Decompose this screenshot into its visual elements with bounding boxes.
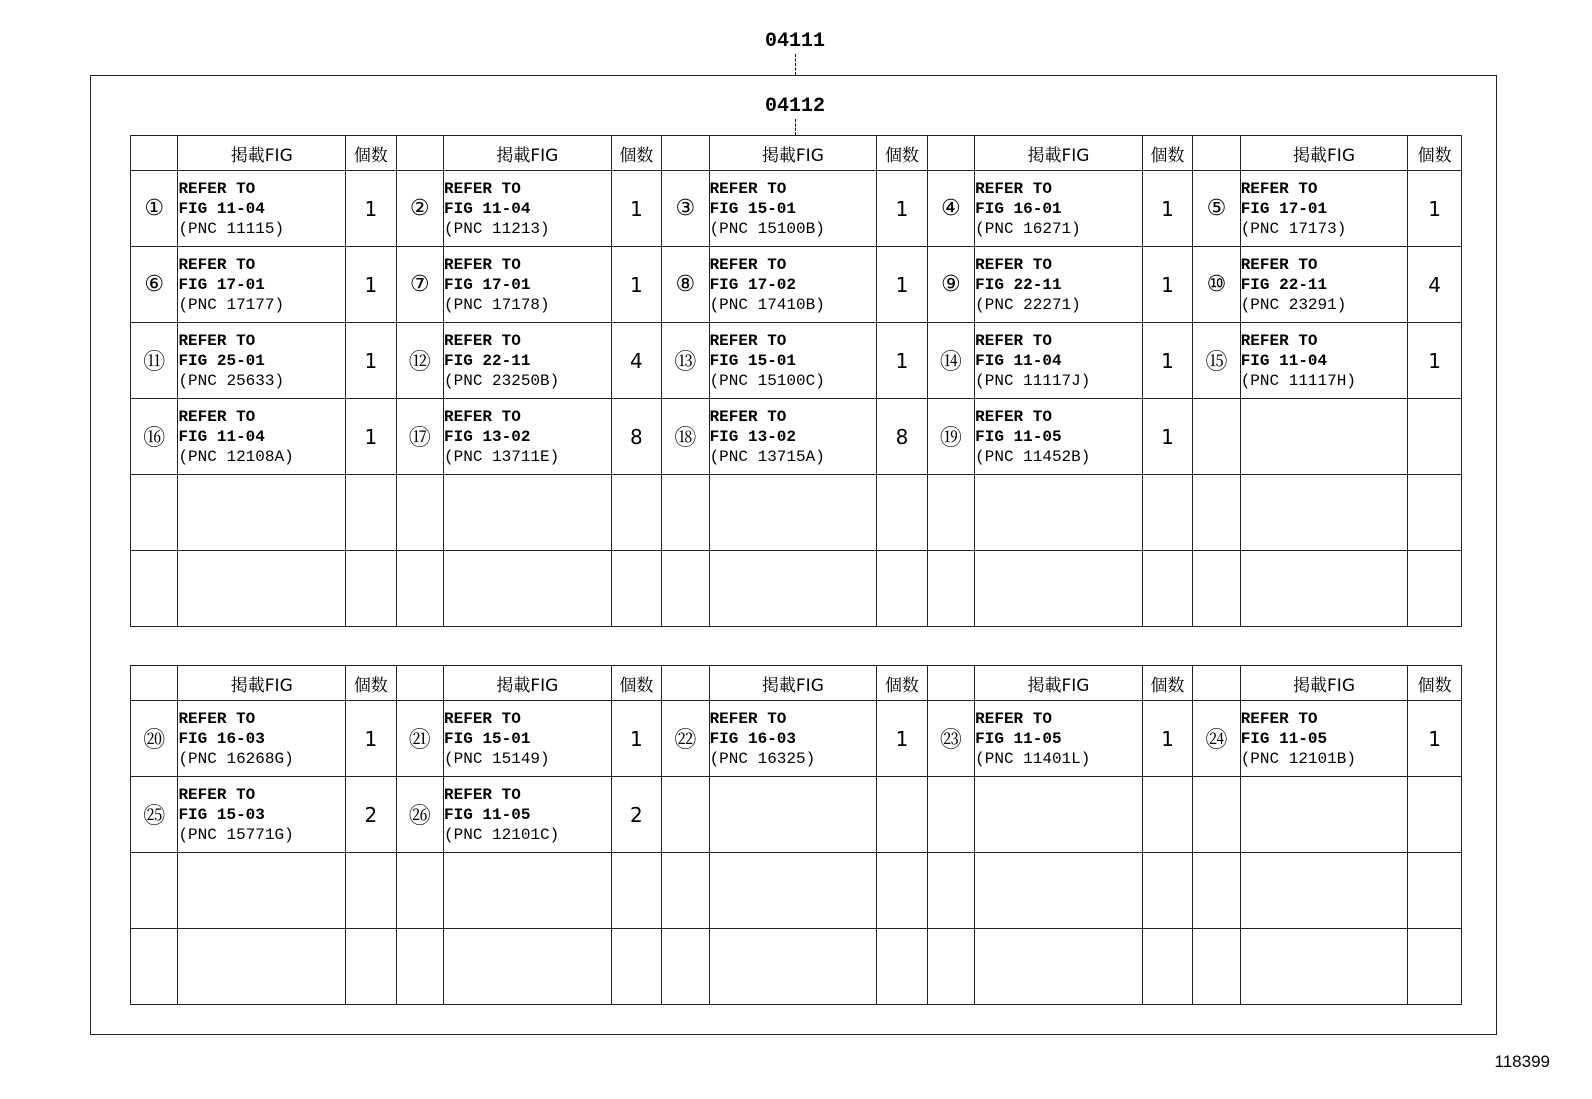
header-fig: 掲載FIG <box>709 666 877 701</box>
quantity <box>346 929 396 1005</box>
header-qty: 個数 <box>346 666 396 701</box>
fig-number: FIG 17-01 <box>1240 199 1328 218</box>
fig-reference <box>709 247 877 323</box>
fig-reference <box>975 929 1143 1005</box>
fig-reference <box>975 853 1143 929</box>
table-row <box>131 399 1462 475</box>
refer-to-text: REFER TO <box>975 331 1052 350</box>
fig-reference <box>1240 247 1408 323</box>
pnc-code: (PNC 11452B) <box>975 447 1091 466</box>
header-blank <box>1193 666 1240 701</box>
pnc-code: (PNC 13715A) <box>709 447 825 466</box>
fig-reference <box>709 853 877 929</box>
header-fig: 掲載FIG <box>178 666 346 701</box>
quantity: 1 <box>611 171 661 247</box>
refer-to-text: REFER TO <box>444 255 521 274</box>
refer-to-text: REFER TO <box>178 331 256 350</box>
item-number <box>927 475 974 551</box>
fig-number: FIG 22-11 <box>444 351 531 370</box>
fig-number: FIG 11-04 <box>444 199 531 218</box>
fig-reference <box>1240 399 1408 475</box>
quantity <box>877 475 927 551</box>
item-number: ① <box>131 171 178 247</box>
quantity: 1 <box>346 701 396 777</box>
fig-number: FIG 17-01 <box>178 275 265 294</box>
quantity: 4 <box>1408 247 1462 323</box>
quantity <box>1142 551 1192 627</box>
refer-to-text: REFER TO <box>1240 179 1318 198</box>
item-number: ⑩ <box>1193 247 1240 323</box>
quantity <box>1408 777 1462 853</box>
fig-reference <box>178 777 346 853</box>
header-blank <box>662 666 709 701</box>
item-number: ⑭ <box>927 323 974 399</box>
pnc-code: (PNC 17410B) <box>709 295 825 314</box>
pnc-code: (PNC 23250B) <box>444 371 560 390</box>
pnc-code: (PNC 16268G) <box>178 749 294 768</box>
fig-reference <box>444 475 612 551</box>
item-number <box>927 853 974 929</box>
item-number <box>396 853 443 929</box>
assembly-label-04111: 04111 <box>764 30 825 53</box>
pnc-code: (PNC 17178) <box>444 295 550 314</box>
table-header-row <box>131 136 1462 171</box>
fig-reference <box>709 323 877 399</box>
header-qty: 個数 <box>611 136 661 171</box>
pnc-code: (PNC 11117J) <box>975 371 1091 390</box>
item-number <box>927 551 974 627</box>
quantity: 1 <box>1142 323 1192 399</box>
leader-line-sub <box>795 119 796 135</box>
fig-reference <box>178 399 346 475</box>
fig-number: FIG 16-01 <box>975 199 1062 218</box>
quantity: 2 <box>346 777 396 853</box>
quantity <box>611 551 661 627</box>
fig-number: FIG 11-04 <box>975 351 1062 370</box>
fig-reference <box>975 171 1143 247</box>
item-number <box>662 475 709 551</box>
item-number: ㉓ <box>927 701 974 777</box>
item-number: ㉑ <box>396 701 443 777</box>
quantity: 1 <box>1408 323 1462 399</box>
header-qty: 個数 <box>1408 136 1462 171</box>
parts-table-1 <box>130 135 1462 627</box>
header-blank <box>131 666 178 701</box>
quantity <box>877 853 927 929</box>
refer-to-text: REFER TO <box>709 255 787 274</box>
quantity <box>1408 929 1462 1005</box>
quantity: 1 <box>877 171 927 247</box>
fig-reference <box>444 929 612 1005</box>
fig-reference <box>709 701 877 777</box>
table-row <box>131 853 1462 929</box>
header-fig: 掲載FIG <box>444 136 612 171</box>
item-number <box>662 929 709 1005</box>
table-row <box>131 551 1462 627</box>
pnc-code: (PNC 11401L) <box>975 749 1091 768</box>
fig-reference <box>178 475 346 551</box>
fig-number: FIG 11-04 <box>178 427 265 446</box>
header-blank <box>396 666 443 701</box>
quantity: 1 <box>1408 171 1462 247</box>
header-qty: 個数 <box>1142 666 1192 701</box>
header-fig: 掲載FIG <box>178 136 346 171</box>
quantity <box>877 777 927 853</box>
assembly-label-04112: 04112 <box>764 95 825 118</box>
pnc-code: (PNC 11117H) <box>1240 371 1356 390</box>
pnc-code: (PNC 15149) <box>444 749 550 768</box>
header-fig: 掲載FIG <box>1240 136 1408 171</box>
quantity <box>611 929 661 1005</box>
fig-reference <box>178 929 346 1005</box>
refer-to-text: REFER TO <box>709 331 787 350</box>
item-number: ⑰ <box>396 399 443 475</box>
pnc-code: (PNC 16271) <box>975 219 1081 238</box>
item-number <box>662 777 709 853</box>
quantity: 1 <box>611 247 661 323</box>
fig-reference <box>444 777 612 853</box>
header-qty: 個数 <box>1142 136 1192 171</box>
fig-reference <box>1240 777 1408 853</box>
fig-reference <box>709 171 877 247</box>
item-number: ⑫ <box>396 323 443 399</box>
pnc-code: (PNC 11115) <box>178 219 285 238</box>
quantity: 1 <box>877 701 927 777</box>
pnc-code: (PNC 12101C) <box>444 825 560 844</box>
fig-reference <box>444 853 612 929</box>
header-fig: 掲載FIG <box>1240 666 1408 701</box>
quantity <box>611 475 661 551</box>
quantity: 1 <box>611 701 661 777</box>
header-blank <box>927 136 974 171</box>
quantity <box>1142 777 1192 853</box>
parts-table-2 <box>130 665 1462 1005</box>
quantity: 1 <box>1142 701 1192 777</box>
header-qty: 個数 <box>1408 666 1462 701</box>
item-number: ㉖ <box>396 777 443 853</box>
item-number: ⑨ <box>927 247 974 323</box>
fig-reference <box>178 323 346 399</box>
fig-number: FIG 11-05 <box>975 427 1062 446</box>
fig-reference <box>444 551 612 627</box>
fig-number: FIG 22-11 <box>975 275 1062 294</box>
quantity: 1 <box>346 171 396 247</box>
fig-reference <box>178 701 346 777</box>
fig-reference <box>444 399 612 475</box>
fig-number: FIG 17-01 <box>444 275 531 294</box>
quantity: 1 <box>1142 399 1192 475</box>
header-qty: 個数 <box>611 666 661 701</box>
table-header-row <box>131 666 1462 701</box>
fig-number: FIG 16-03 <box>178 729 265 748</box>
refer-to-text: REFER TO <box>444 785 521 804</box>
quantity: 1 <box>877 247 927 323</box>
fig-reference <box>975 701 1143 777</box>
refer-to-text: REFER TO <box>975 407 1052 426</box>
table-row <box>131 475 1462 551</box>
item-number: ⑤ <box>1193 171 1240 247</box>
fig-number: FIG 15-01 <box>709 199 796 218</box>
table-row <box>131 929 1462 1005</box>
item-number <box>1193 853 1240 929</box>
fig-number: FIG 13-02 <box>444 427 531 446</box>
refer-to-text: REFER TO <box>1240 709 1318 728</box>
refer-to-text: REFER TO <box>178 407 256 426</box>
header-blank <box>662 136 709 171</box>
fig-reference <box>709 551 877 627</box>
item-number <box>927 929 974 1005</box>
fig-reference <box>975 551 1143 627</box>
header-qty: 個数 <box>877 666 927 701</box>
item-number: ⑦ <box>396 247 443 323</box>
quantity: 1 <box>1142 171 1192 247</box>
fig-reference <box>1240 853 1408 929</box>
quantity <box>1142 475 1192 551</box>
item-number <box>1193 777 1240 853</box>
fig-reference <box>709 475 877 551</box>
quantity: 8 <box>611 399 661 475</box>
header-qty: 個数 <box>877 136 927 171</box>
refer-to-text: REFER TO <box>178 785 256 804</box>
item-number: ⑥ <box>131 247 178 323</box>
fig-reference <box>178 171 346 247</box>
item-number <box>396 551 443 627</box>
quantity: 1 <box>1408 701 1462 777</box>
item-number: ㉔ <box>1193 701 1240 777</box>
fig-number: FIG 25-01 <box>178 351 265 370</box>
quantity: 4 <box>611 323 661 399</box>
fig-number: FIG 11-05 <box>1240 729 1328 748</box>
item-number: ⑲ <box>927 399 974 475</box>
quantity: 1 <box>346 399 396 475</box>
item-number <box>1193 475 1240 551</box>
quantity <box>877 929 927 1005</box>
item-number: ④ <box>927 171 974 247</box>
header-qty: 個数 <box>346 136 396 171</box>
pnc-code: (PNC 12101B) <box>1240 749 1356 768</box>
pnc-code: (PNC 23291) <box>1240 295 1347 314</box>
quantity: 1 <box>1142 247 1192 323</box>
fig-reference <box>1240 475 1408 551</box>
fig-reference <box>709 929 877 1005</box>
fig-reference <box>178 247 346 323</box>
header-blank <box>396 136 443 171</box>
header-blank <box>131 136 178 171</box>
pnc-code: (PNC 16325) <box>709 749 816 768</box>
refer-to-text: REFER TO <box>444 179 521 198</box>
table-row <box>131 323 1462 399</box>
fig-reference <box>444 171 612 247</box>
refer-to-text: REFER TO <box>975 255 1052 274</box>
quantity <box>1408 475 1462 551</box>
pnc-code: (PNC 12108A) <box>178 447 294 466</box>
fig-reference <box>1240 171 1408 247</box>
fig-number: FIG 11-04 <box>1240 351 1328 370</box>
header-fig: 掲載FIG <box>709 136 877 171</box>
fig-reference <box>975 777 1143 853</box>
refer-to-text: REFER TO <box>178 709 256 728</box>
item-number: ⑳ <box>131 701 178 777</box>
pnc-code: (PNC 15100C) <box>709 371 825 390</box>
pnc-code: (PNC 17173) <box>1240 219 1347 238</box>
item-number: ③ <box>662 171 709 247</box>
fig-reference <box>178 551 346 627</box>
refer-to-text: REFER TO <box>975 709 1052 728</box>
pnc-code: (PNC 15100B) <box>709 219 825 238</box>
header-blank <box>927 666 974 701</box>
pnc-code: (PNC 13711E) <box>444 447 560 466</box>
item-number: ⑬ <box>662 323 709 399</box>
figure-id: 118399 <box>1494 1052 1550 1071</box>
fig-reference <box>975 323 1143 399</box>
fig-number: FIG 16-03 <box>709 729 796 748</box>
table-row <box>131 777 1462 853</box>
item-number <box>662 551 709 627</box>
refer-to-text: REFER TO <box>1240 255 1318 274</box>
item-number: ㉕ <box>131 777 178 853</box>
quantity <box>877 551 927 627</box>
fig-reference <box>1240 551 1408 627</box>
quantity: 8 <box>877 399 927 475</box>
header-blank <box>1193 136 1240 171</box>
table-row <box>131 247 1462 323</box>
header-fig: 掲載FIG <box>975 666 1143 701</box>
item-number <box>927 777 974 853</box>
quantity <box>346 551 396 627</box>
fig-number: FIG 11-05 <box>975 729 1062 748</box>
fig-number: FIG 11-04 <box>178 199 265 218</box>
item-number <box>1193 929 1240 1005</box>
refer-to-text: REFER TO <box>709 709 787 728</box>
fig-reference <box>444 247 612 323</box>
quantity: 2 <box>611 777 661 853</box>
quantity <box>346 853 396 929</box>
table-row <box>131 171 1462 247</box>
refer-to-text: REFER TO <box>178 255 256 274</box>
item-number: ⑪ <box>131 323 178 399</box>
fig-reference <box>444 323 612 399</box>
refer-to-text: REFER TO <box>975 179 1052 198</box>
fig-number: FIG 11-05 <box>444 805 531 824</box>
item-number <box>1193 551 1240 627</box>
fig-number: FIG 22-11 <box>1240 275 1328 294</box>
quantity <box>1142 853 1192 929</box>
pnc-code: (PNC 22271) <box>975 295 1081 314</box>
item-number <box>131 551 178 627</box>
fig-reference <box>975 399 1143 475</box>
quantity <box>611 853 661 929</box>
item-number <box>396 475 443 551</box>
fig-number: FIG 13-02 <box>709 427 796 446</box>
fig-reference <box>1240 701 1408 777</box>
quantity <box>1408 551 1462 627</box>
item-number: ㉒ <box>662 701 709 777</box>
fig-number: FIG 15-03 <box>178 805 265 824</box>
refer-to-text: REFER TO <box>709 179 787 198</box>
refer-to-text: REFER TO <box>1240 331 1318 350</box>
fig-reference <box>975 247 1143 323</box>
quantity <box>346 475 396 551</box>
fig-reference <box>709 777 877 853</box>
leader-line-top <box>795 54 796 75</box>
pnc-code: (PNC 11213) <box>444 219 550 238</box>
fig-reference <box>1240 929 1408 1005</box>
table-row <box>131 701 1462 777</box>
item-number <box>1193 399 1240 475</box>
quantity <box>1408 853 1462 929</box>
refer-to-text: REFER TO <box>444 331 521 350</box>
item-number <box>662 853 709 929</box>
fig-reference <box>709 399 877 475</box>
quantity: 1 <box>346 323 396 399</box>
fig-number: FIG 15-01 <box>709 351 796 370</box>
fig-reference <box>444 701 612 777</box>
pnc-code: (PNC 17177) <box>178 295 285 314</box>
pnc-code: (PNC 15771G) <box>178 825 294 844</box>
fig-number: FIG 17-02 <box>709 275 796 294</box>
quantity: 1 <box>877 323 927 399</box>
item-number <box>131 853 178 929</box>
fig-reference <box>178 853 346 929</box>
fig-number: FIG 15-01 <box>444 729 531 748</box>
item-number: ⑱ <box>662 399 709 475</box>
item-number: ⑯ <box>131 399 178 475</box>
item-number <box>131 929 178 1005</box>
item-number: ② <box>396 171 443 247</box>
refer-to-text: REFER TO <box>444 407 521 426</box>
pnc-code: (PNC 25633) <box>178 371 285 390</box>
item-number: ⑮ <box>1193 323 1240 399</box>
quantity: 1 <box>346 247 396 323</box>
refer-to-text: REFER TO <box>178 179 256 198</box>
quantity <box>1142 929 1192 1005</box>
item-number <box>131 475 178 551</box>
header-fig: 掲載FIG <box>444 666 612 701</box>
refer-to-text: REFER TO <box>709 407 787 426</box>
refer-to-text: REFER TO <box>444 709 521 728</box>
fig-reference <box>975 475 1143 551</box>
header-fig: 掲載FIG <box>975 136 1143 171</box>
item-number: ⑧ <box>662 247 709 323</box>
item-number <box>396 929 443 1005</box>
quantity <box>1408 399 1462 475</box>
fig-reference <box>1240 323 1408 399</box>
